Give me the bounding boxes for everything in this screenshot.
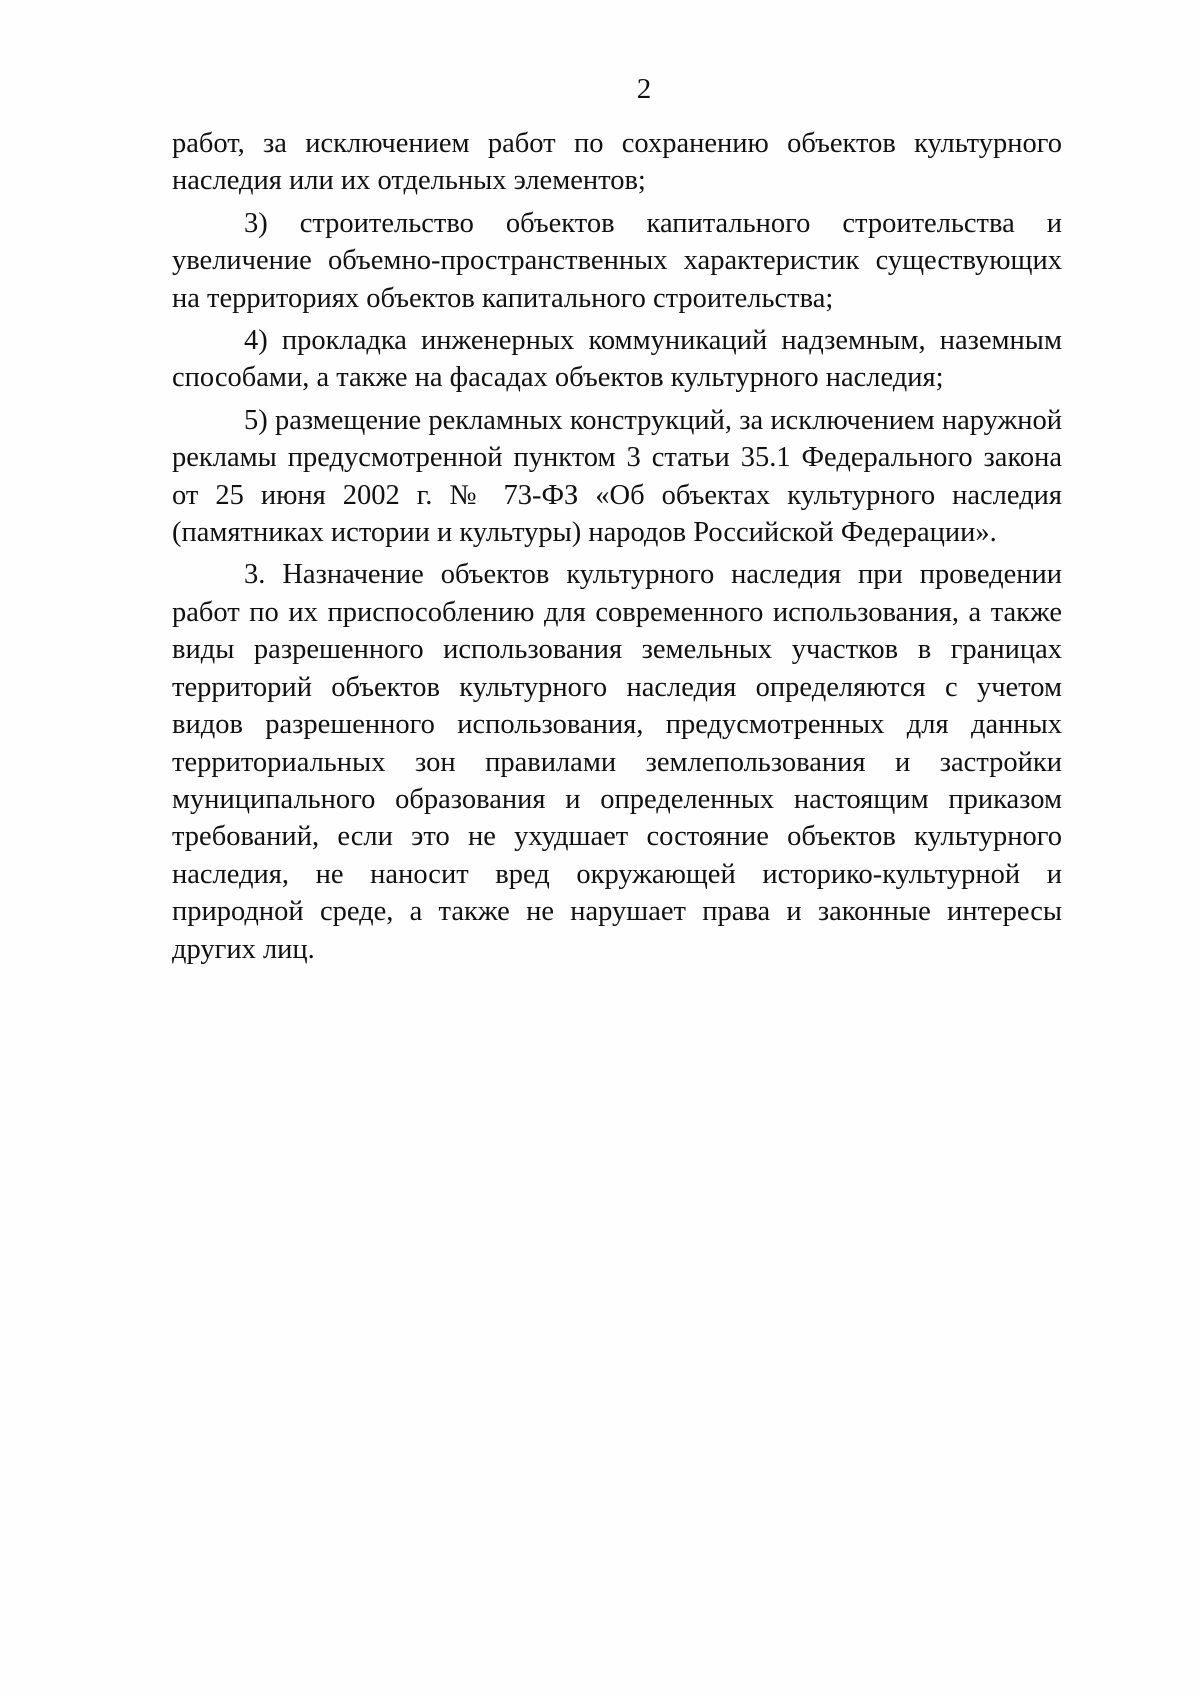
clause-3: 3. Назначение объектов культурного наследия при проведении работ по их приспособлению для современного использования, а также виды разрешенного использования земельных участков в границах территорий объектов культурного наследия определяются с учетом видов разрешенного использования, предусмотренных для данных территориальных зон правилами землепользования и застройки муниципального образования и определенных настоящим приказом требований, если это не ухудшает состояние объектов культурного наследия, не наносит вред окружающей историко-культурной и природной среде, а также не нарушает права и законные интересы других лиц. bbox=[172, 559, 1062, 965]
paragraph-continuation: работ, за исключением работ по сохранению объектов культурного наследия или их отдельных элементов; bbox=[172, 128, 1062, 197]
list-item-5: 5) размещение рекламных конструкций, за исключением наружной рекламы предусмотренной пунктом 3 статьи 35.1 Федерального закона от 25 июня 2002 г. № 73-ФЗ «Об объектах культурного наследия (памятниках истории и культуры) народов Российской Федерации». bbox=[172, 404, 1062, 549]
list-item-4: 4) прокладка инженерных коммуникаций надземным, наземным способами, а также на фасадах объектов культурного наследия; bbox=[172, 325, 1062, 394]
document-body bbox=[172, 125, 1062, 968]
page-number: 2 bbox=[636, 73, 652, 105]
list-item-3: 3) строительство объектов капитального строительства и увеличение объемно-пространственных характеристик существующих на территориях объектов капитального строительства; bbox=[172, 207, 1062, 314]
